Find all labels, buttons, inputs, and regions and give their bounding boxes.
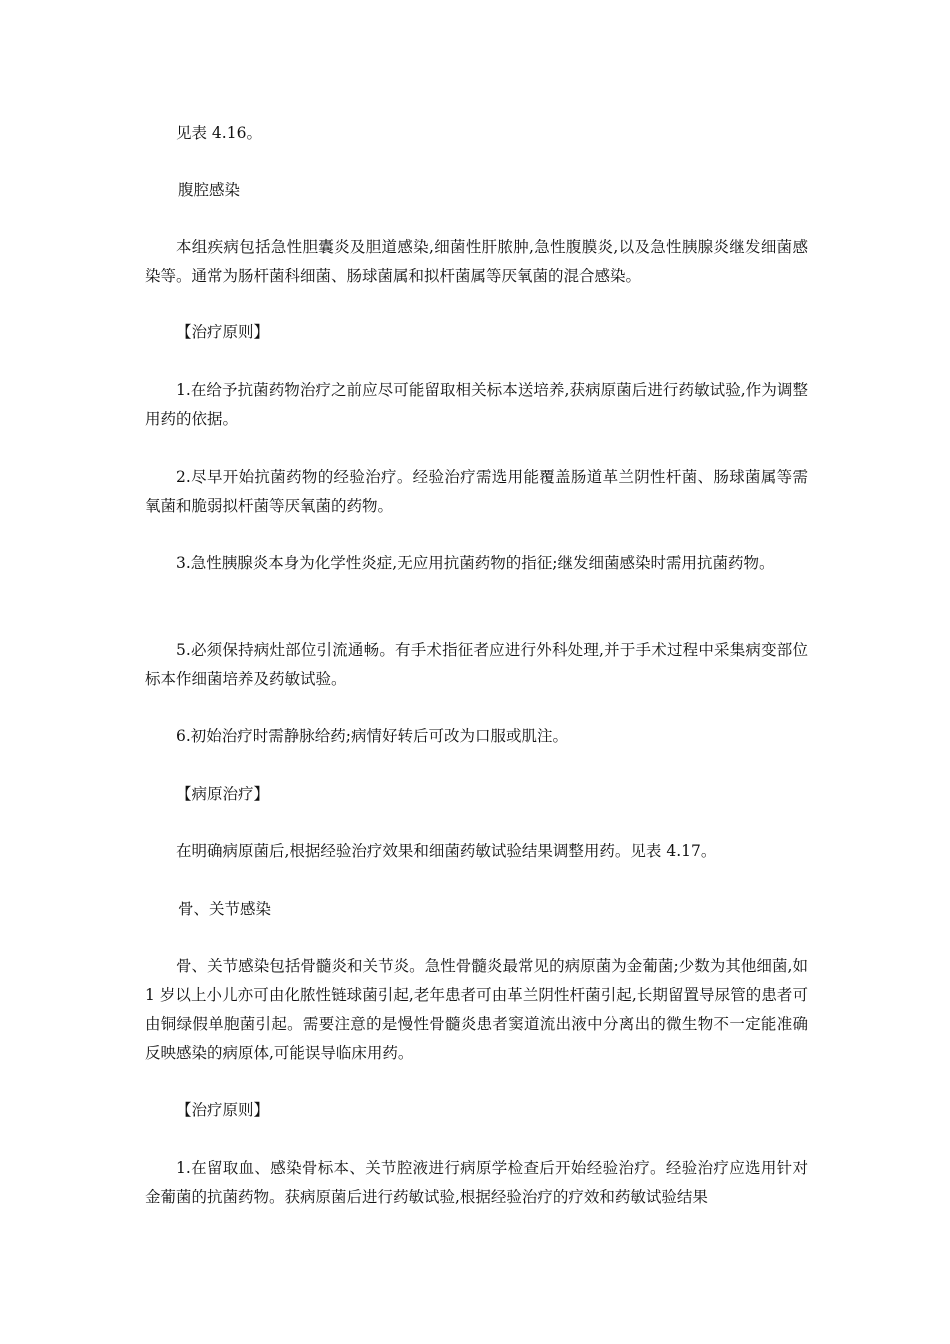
- section-heading-bone-joint-infection: 骨、关节感染: [178, 900, 272, 918]
- paragraph-principle-6: 6.初始治疗时需静脉给药;病情好转后可改为口服或肌注。: [176, 727, 569, 745]
- paragraph-principle-5: 5.必须保持病灶部位引流通畅。有手术指征者应进行外科处理,并于手术过程中采集病变部位标本作细菌培养及药敏试验。: [145, 641, 808, 688]
- subheading-treatment-principles: 【治疗原则】: [176, 323, 270, 341]
- see-table-reference: 见表 4.16。: [176, 124, 262, 142]
- paragraph-abdominal-intro: 本组疾病包括急性胆囊炎及胆道感染,细菌性肝脓肿,急性腹膜炎,以及急性胰腺炎继发细菌感染等。通常为肠杆菌科细菌、肠球菌属和拟杆菌属等厌氧菌的混合感染。: [145, 238, 808, 285]
- paragraph-principle-1: 1.在给予抗菌药物治疗之前应尽可能留取相关标本送培养,获病原菌后进行药敏试验,作为调整用药的依据。: [145, 381, 808, 428]
- paragraph-pathogen-treatment: 在明确病原菌后,根据经验治疗效果和细菌药敏试验结果调整用药。见表 4.17。: [176, 842, 717, 860]
- paragraph-principle-3: 3.急性胰腺炎本身为化学性炎症,无应用抗菌药物的指征;继发细菌感染时需用抗菌药物。: [176, 554, 775, 572]
- paragraph-principle-2: 2.尽早开始抗菌药物的经验治疗。经验治疗需选用能覆盖肠道革兰阴性杆菌、肠球菌属等需氧菌和脆弱拟杆菌等厌氧菌的药物。: [145, 468, 808, 515]
- subheading-treatment-principles-bone: 【治疗原则】: [176, 1101, 270, 1119]
- paragraph-bone-principle-1: 1.在留取血、感染骨标本、关节腔液进行病原学检查后开始经验治疗。经验治疗应选用针对金葡菌的抗菌药物。获病原菌后进行药敏试验,根据经验治疗的疗效和药敏试验结果: [145, 1159, 808, 1206]
- paragraph-bone-joint-intro: 骨、关节感染包括骨髓炎和关节炎。急性骨髓炎最常见的病原菌为金葡菌;少数为其他细菌,如 1 岁以上小儿亦可由化脓性链球菌引起,老年患者可由革兰阴性杆菌引起,长期留置导尿管的患者可由铜绿假单胞菌引起。需要注意的是慢性骨髓炎患者窦道流出液中分离出的微生物不一定能准确反映感染的病原体,可能误导临床用药。: [145, 957, 808, 1062]
- section-heading-abdominal-infection: 腹腔感染: [178, 181, 241, 199]
- subheading-pathogen-treatment: 【病原治疗】: [176, 785, 270, 803]
